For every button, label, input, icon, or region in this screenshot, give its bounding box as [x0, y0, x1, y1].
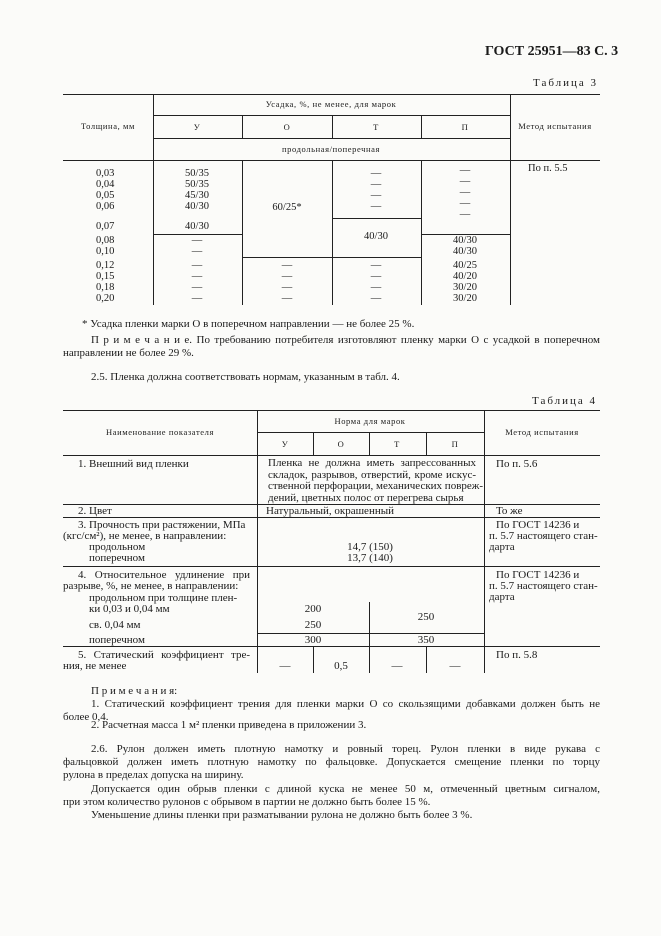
table4-row4-name-line: разрыве, %, не менее, в направлении: — [63, 580, 239, 592]
table3-t-value: — — [370, 282, 382, 293]
table4-mark-u: У — [281, 439, 289, 449]
table4-row4-name-line: продольном при толщине плен- — [89, 592, 238, 604]
table3-mark-o: О — [283, 122, 291, 132]
table4-row4-uo-cross: 300 — [304, 634, 322, 646]
table3-mark-t: Т — [373, 122, 379, 132]
table3-o-value: — — [281, 271, 293, 282]
table3-o-value: — — [281, 293, 293, 304]
table3-t-value: — — [370, 293, 382, 304]
table3-method: По п. 5.5 — [528, 163, 568, 174]
table3-thickness: 0,06 — [96, 201, 115, 212]
table3-note-line: П р и м е ч а н и е. По требованию потребителя изготовляют пленку марки О с усадкой в поперечном — [91, 334, 600, 346]
table3-o-value: — — [281, 282, 293, 293]
table3-caption: Таблица 3 — [533, 77, 599, 89]
table3-t-value: — — [370, 190, 382, 201]
table4-note2: 2. Расчетная масса 1 м² пленки приведена в приложении 3. — [91, 719, 367, 731]
table3-thickness: 0,08 — [96, 235, 115, 246]
table4-row4-uo-thick: 250 — [304, 619, 322, 631]
paragraph-break-line: при этом количество рулонов с обрывом в партии не должно быть более 15 %. — [63, 796, 431, 808]
table4-row4-tp-long: 250 — [417, 611, 435, 623]
table4-mark-t: Т — [394, 439, 400, 449]
table4-row3-name-line: поперечном — [89, 552, 145, 564]
table4-row4-name-line: поперечном — [89, 634, 145, 646]
table4-row4-name-line: ки 0,03 и 0,04 мм — [89, 603, 170, 615]
table3-p-value: 30/20 — [453, 282, 477, 293]
table3-u-value: 40/30 — [185, 221, 209, 232]
table4-row5-value-o: 0,5 — [334, 660, 348, 672]
table3-t-merged-value: 40/30 — [364, 231, 388, 242]
table4-row5-value-t: — — [391, 660, 403, 672]
table4-row2-method: То же — [496, 505, 523, 517]
table3-u-value: — — [191, 260, 203, 271]
table4-row1-method: По п. 5.6 — [496, 458, 538, 470]
page-header: ГОСТ 25951—83 С. 3 — [485, 44, 619, 59]
table3-p-value: 40/25 — [453, 260, 477, 271]
table4-row2-value: Натуральный, окрашенный — [266, 505, 394, 517]
table4-note1-line: 1. Статический коэффициент трения для пленки марки О со скользящими добавками должен быть не — [91, 698, 600, 710]
table3-thickness: 0,15 — [96, 271, 115, 282]
table3-t-value: — — [370, 271, 382, 282]
table3-col-method: Метод испытания — [518, 121, 592, 131]
table4-row5-method: По п. 5.8 — [496, 649, 538, 661]
table4-row4-method-line: По ГОСТ 14236 и — [496, 569, 580, 581]
table4-col-method: Метод испытания — [505, 427, 579, 437]
table3-u-value: — — [191, 246, 203, 257]
table3-u-value: — — [191, 235, 203, 246]
paragraph-break-line: Допускается один обрыв пленки с длиной куска не менее 50 м, отмеченный цветным сигналом, — [91, 783, 600, 795]
table4-row1-name: 1. Внешний вид пленки — [78, 458, 189, 470]
table4-mark-p: П — [451, 439, 459, 449]
table4-row3-method-line: дарта — [489, 541, 515, 553]
table3-p-value: 40/20 — [453, 271, 477, 282]
table4-row1-value-line: дений, цветных полос от перегрева сырья — [268, 491, 464, 504]
table4-note1-line: более 0,4. — [63, 711, 109, 723]
table4-row3-method-line: п. 5.7 настоящего стан- — [489, 530, 598, 542]
table3-u-value: 40/30 — [185, 201, 209, 212]
table3-u-value: 50/35 — [185, 168, 209, 179]
table4-row3-name-line: продольном — [89, 541, 146, 553]
table4-row4-method-line: дарта — [489, 591, 515, 603]
table4-row5-name-line: 5. Статический коэффициент тре- — [78, 649, 250, 661]
table3-thickness: 0,05 — [96, 190, 115, 201]
table3-col-group: Усадка, %, не менее, для марок — [265, 99, 397, 109]
table3-thickness: 0,07 — [96, 221, 115, 232]
table3-p-value: — — [459, 198, 471, 209]
table4-row3-name-line: 3. Прочность при растяжении, МПа — [78, 519, 246, 531]
table4-col-name: Наименование показателя — [105, 427, 215, 437]
table3-p-value: 30/20 — [453, 293, 477, 304]
table4-notes-title: П р и м е ч а н и я: — [91, 685, 178, 697]
table3-thickness: 0,10 — [96, 246, 115, 257]
table3-p-value: 40/30 — [453, 235, 477, 246]
table3-u-value: 45/30 — [185, 190, 209, 201]
table3-t-value: — — [370, 201, 382, 212]
table3-p-value: — — [459, 187, 471, 198]
paragraph-2-6-line: рулона в пределах допуска на ширину. — [63, 769, 244, 781]
table4-row1-value-line: складок, разрывов, отверстий, кроме искус- — [268, 468, 476, 481]
table3-footnote: * Усадка пленки марки О в поперечном направлении — не более 25 %. — [82, 318, 415, 330]
table4-row5-value-u: — — [279, 660, 291, 672]
table3-t-value: — — [370, 168, 382, 179]
table4-row1-value-line: Пленка не должна иметь запрессованных — [268, 457, 476, 469]
table4-row4-name-line: св. 0,04 мм — [89, 619, 141, 631]
table3-direction: продольная/поперечная — [281, 144, 381, 154]
table3-thickness: 0,20 — [96, 293, 115, 304]
table4-row4-uo-thin: 200 — [304, 603, 322, 615]
table3-u-value: 50/35 — [185, 179, 209, 190]
table3-t-value: — — [370, 179, 382, 190]
table3-thickness: 0,04 — [96, 179, 115, 190]
table3-mark-p: П — [461, 122, 469, 132]
table4-row5-name-line: ния, не менее — [63, 660, 127, 672]
table4-row1-value-line: ственной перфорации, механических повреж- — [268, 480, 484, 492]
table4-row4-method-line: п. 5.7 настоящего стан- — [489, 580, 598, 592]
table4-row3-value-cross: 13,7 (140) — [347, 552, 393, 564]
table3-o-merged-value: 60/25* — [272, 202, 302, 213]
table4-row4-name-line: 4. Относительное удлинение при — [78, 569, 250, 581]
table4-col-group: Норма для марок — [334, 416, 406, 426]
table4-row3-method-line: По ГОСТ 14236 и — [496, 519, 580, 531]
paragraph-length: Уменьшение длины пленки при разматывании рулона не должно быть более 3 %. — [91, 809, 473, 821]
table3-p-value: — — [459, 209, 471, 220]
table3-thickness: 0,18 — [96, 282, 115, 293]
table3-thickness: 0,03 — [96, 168, 115, 179]
table3-u-value: — — [191, 282, 203, 293]
table3-mark-u: У — [193, 122, 201, 132]
table3-p-value: — — [459, 176, 471, 187]
paragraph-2-6-line: фальцовкой должен иметь плотную намотку по фальцовке. Допускается смещение пленки по торцу — [63, 756, 600, 768]
paragraph-2-5: 2.5. Пленка должна соответствовать нормам, указанным в табл. 4. — [91, 371, 400, 383]
table3-t-value: — — [370, 260, 382, 271]
table3-note-line: направлении не более 29 %. — [63, 347, 194, 359]
table4-row5-value-p: — — [449, 660, 461, 672]
table4-row2-name: 2. Цвет — [78, 505, 112, 517]
table4-mark-o: О — [337, 439, 345, 449]
paragraph-2-6-line: 2.6. Рулон должен иметь плотную намотку и ровный торец. Рулон пленки в виде рукава с — [91, 743, 600, 755]
table4-row3-name-line: (кгс/см²), не менее, в направлении: — [63, 530, 227, 542]
table3-thickness: 0,12 — [96, 260, 115, 271]
table4-row3-value-long: 14,7 (150) — [347, 541, 393, 553]
table3-u-value: — — [191, 293, 203, 304]
table3-p-value: 40/30 — [453, 246, 477, 257]
table3-p-value: — — [459, 165, 471, 176]
table4-row4-tp-cross: 350 — [417, 634, 435, 646]
table3-col-thickness: Толщина, мм — [81, 121, 135, 131]
table3-u-value: — — [191, 271, 203, 282]
table3-o-value: — — [281, 260, 293, 271]
table4-caption: Таблица 4 — [532, 395, 598, 407]
